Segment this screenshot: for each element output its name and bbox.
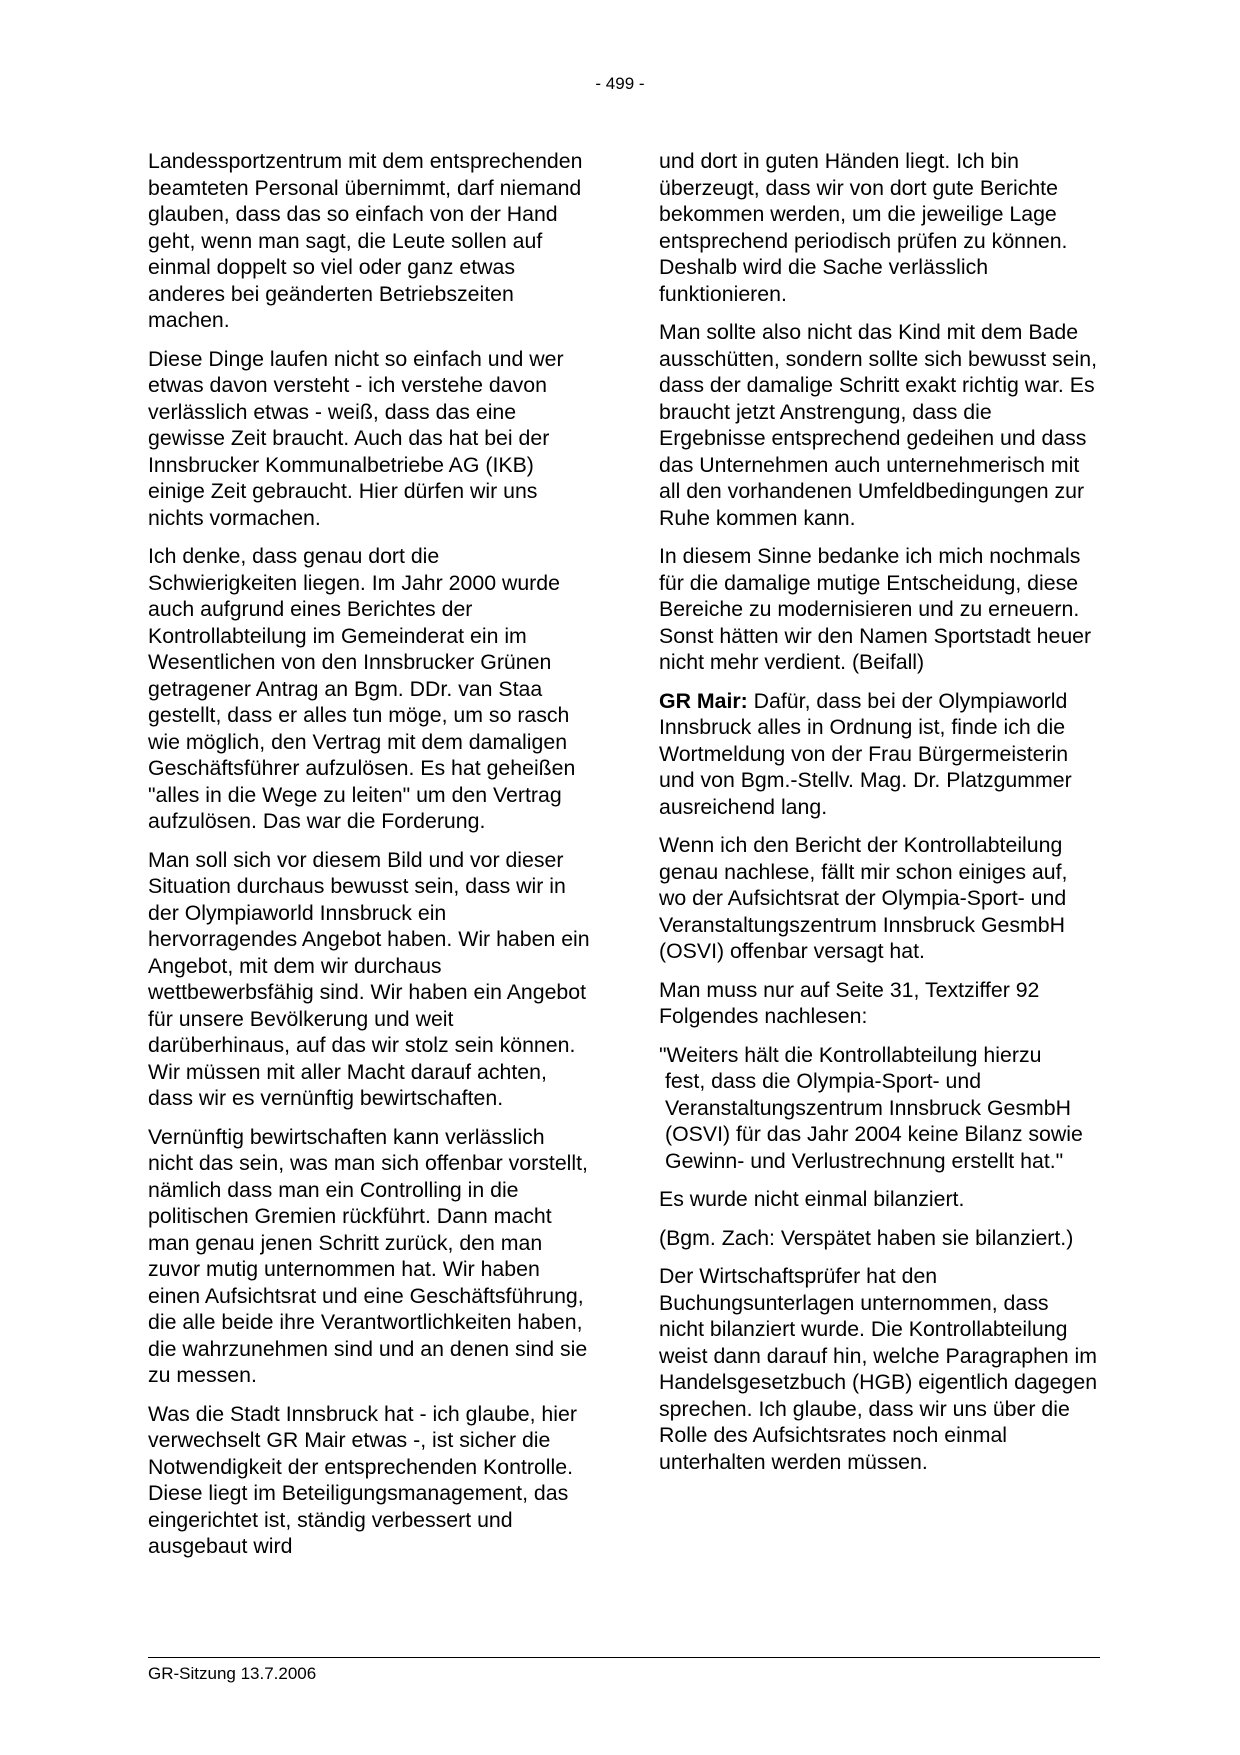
paragraph: Ich denke, dass genau dort die Schwierigkeiten liegen. Im Jahr 2000 wurde auch aufgrund eines Berichtes der Kontrollabteilung im Gemeinderat ein im Wesentlichen von den Innsbrucker Grünen getragener Antrag an Bgm. DDr. van Staa gestellt, dass er alles tun möge, um so rasch wie möglich, den Vertrag mit dem damaligen Geschäftsführer aufzulösen. Es hat geheißen "alles in die Wege zu leiten" um den Vertrag aufzulösen. Das war die Forderung.	[148, 544, 576, 833]
page-number: - 499 -	[595, 74, 645, 93]
paragraph: Es wurde nicht einmal bilanziert.	[659, 1187, 965, 1211]
speaker-text: Dafür, dass bei der Olympiaworld Innsbruck alles in Ordnung ist, finde ich die Wortmeldung von der Frau Bürgermeisterin und von Bgm.-Stellv. Mag. Dr. Platzgummer ausreichend lang.	[659, 688, 1072, 819]
paragraph: In diesem Sinne bedanke ich mich nochmals für die damalige mutige Entscheidung, diese Bereiche zu modernisieren und zu erneuern. Sonst hätten wir den Namen Sportstadt heuer nicht mehr verdient. (Beifall)	[659, 544, 1092, 674]
quote-rest: fest, dass die Olympia-Sport- und Veranstaltungszentrum Innsbruck GesmbH (OSVI) für das Jahr 2004 keine Bilanz sowie Gewinn- und Verlustrechnung erstellt hat."	[665, 1069, 1083, 1173]
speaker-paragraph	[659, 688, 1099, 821]
left-column	[148, 148, 593, 1572]
paragraph: Was die Stadt Innsbruck hat - ich glaube, hier verwechselt GR Mair etwas -, ist sicher die Notwendigkeit der entsprechenden Kontrolle. Diese liegt im Beteiligungsmanagement, das eingerichtet ist, ständig verbessert und ausgebaut wird	[148, 1401, 577, 1558]
interjection: (Bgm. Zach: Verspätet haben sie bilanziert.)	[659, 1225, 1074, 1250]
quote-block	[659, 1042, 1099, 1175]
right-column	[659, 148, 1099, 1487]
paragraph: Landessportzentrum mit dem entsprechenden beamteten Personal übernimmt, darf niemand glauben, dass das so einfach von der Hand geht, wenn man sagt, die Leute sollen auf einmal doppelt so viel oder ganz etwas anderes bei geänderten Betriebszeiten machen.	[148, 149, 583, 332]
quote-first-line: "Weiters hält die Kontrollabteilung hierzu	[659, 1042, 1042, 1067]
paragraph: Man soll sich vor diesem Bild und vor dieser Situation durchaus bewusst sein, dass wir in der Olympiaworld Innsbruck ein hervorragendes Angebot haben. Wir haben ein Angebot, mit dem wir durchaus wettbewerbsfähig sind. Wir haben ein Angebot für unsere Bevölkerung und weit darüberhinaus, auf das wir stolz sein können. Wir müssen mit aller Macht darauf achten, dass wir es vernünftig bewirtschaften.	[148, 847, 590, 1110]
footer-divider	[148, 1657, 1100, 1658]
paragraph: Diese Dinge laufen nicht so einfach und wer etwas davon versteht - ich verstehe davon verlässlich etwas - weiß, dass das eine gewisse Zeit braucht. Auch das hat bei der Innsbrucker Kommunalbetriebe AG (IKB) einige Zeit gebraucht. Hier dürfen wir uns nichts vormachen.	[148, 346, 564, 530]
paragraph: Man muss nur auf Seite 31, Textziffer 92 Folgendes nachlesen:	[659, 977, 1040, 1028]
paragraph: Wenn ich den Bericht der Kontrollabteilung genau nachlese, fällt mir schon einiges auf, wo der Aufsichtsrat der Olympia-Sport- und Veranstaltungszentrum Innsbruck GesmbH (OSVI) offenbar versagt hat.	[659, 833, 1068, 963]
paragraph: Der Wirtschaftsprüfer hat den Buchungsunterlagen unternommen, dass nicht bilanziert wurde. Die Kontrollabteilung weist dann darauf hin, welche Paragraphen im Handelsgesetzbuch (HGB) eigentlich dagegen sprechen. Ich glaube, dass wir uns über die Rolle des Aufsichtsrates noch einmal unterhalten werden müssen.	[659, 1264, 1098, 1474]
speaker-name: GR Mair:	[659, 688, 748, 713]
footer-text: GR-Sitzung 13.7.2006	[148, 1664, 317, 1683]
paragraph: und dort in guten Händen liegt. Ich bin überzeugt, dass wir von dort gute Berichte bekommen werden, um die jeweilige Lage entsprechend periodisch prüfen zu können. Deshalb wird die Sache verlässlich funktionieren.	[659, 149, 1068, 306]
paragraph: Vernünftig bewirtschaften kann verlässlich nicht das sein, was man sich offenbar vorstellt, nämlich dass man ein Controlling in die politischen Gremien rückführt. Dann macht man genau jenen Schritt zurück, den man zuvor mutig unternommen hat. Wir haben einen Aufsichtsrat und eine Geschäftsführung, die alle beide ihre Verantwortlichkeiten haben, die wahrzunehmen sind und an denen sind sie zu messen.	[148, 1124, 588, 1387]
paragraph: Man sollte also nicht das Kind mit dem Bade ausschütten, sondern sollte sich bewusst sein, dass der damalige Schritt exakt richtig war. Es braucht jetzt Anstrengung, dass die Ergebnisse entsprechend gedeihen und dass das Unternehmen auch unternehmerisch mit all den vorhandenen Umfeldbedingungen zur Ruhe kommen kann.	[659, 320, 1098, 530]
